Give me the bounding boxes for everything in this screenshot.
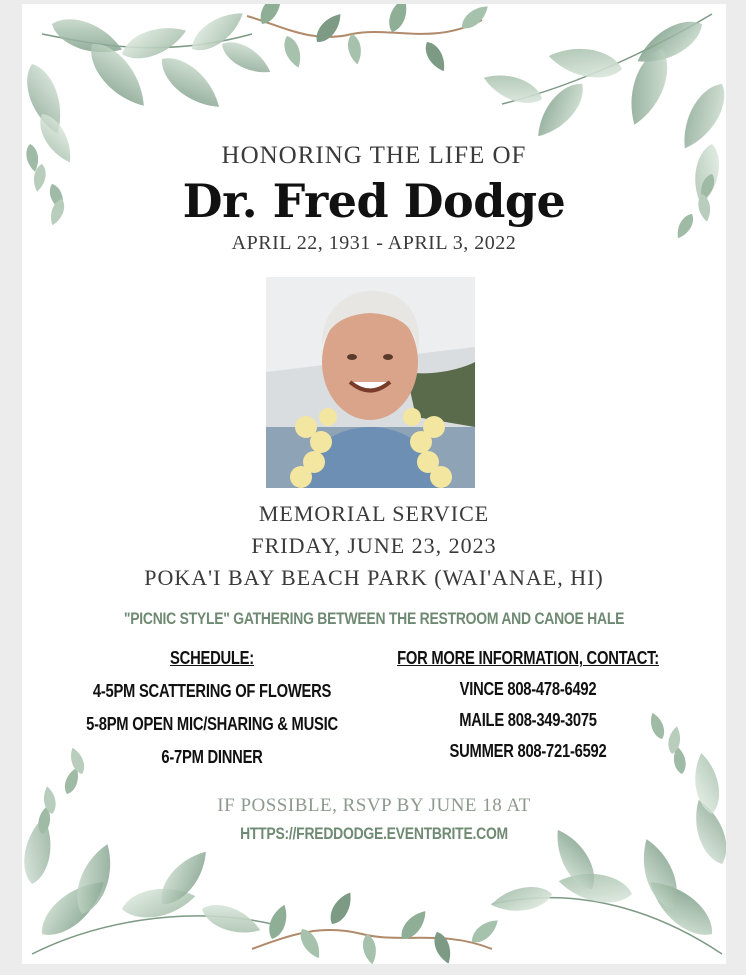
memorial-flyer [22, 4, 726, 964]
rsvp-text: IF POSSIBLE, RSVP BY JUNE 18 AT [217, 795, 531, 816]
schedule-heading: SCHEDULE: [170, 648, 254, 668]
rsvp-link[interactable]: HTTPS://FREDDODGE.EVENTBRITE.COM [240, 824, 508, 843]
top-center-branch-icon [247, 4, 492, 74]
contact-section [397, 648, 659, 762]
contact-heading: FOR MORE INFORMATION, CONTACT: [397, 648, 659, 668]
bottom-center-branch-icon [252, 889, 502, 964]
schedule-item: 6-7PM DINNER [161, 747, 263, 767]
bottom-left-leaves-icon [22, 746, 272, 954]
schedule-section [81, 648, 343, 768]
schedule-item: 5-8PM OPEN MIC/SHARING & MUSIC [86, 714, 338, 734]
service-date: FRIDAY, JUNE 23, 2023 [251, 533, 497, 558]
honoring-subtitle: HONORING THE LIFE OF [221, 142, 527, 169]
schedule-item: 4-5PM SCATTERING OF FLOWERS [92, 681, 332, 701]
life-dates: APRIL 22, 1931 - APRIL 3, 2022 [231, 232, 517, 254]
picnic-note: "PICNIC STYLE" GATHERING BETWEEN THE RESTROOM AND CANOE HALE [123, 609, 625, 628]
contact-item: VINCE 808-478-6492 [459, 679, 597, 699]
contact-item: SUMMER 808-721-6592 [449, 741, 607, 761]
service-title: MEMORIAL SERVICE [258, 501, 490, 526]
portrait-icon [266, 277, 475, 488]
portrait-photo [266, 277, 475, 488]
service-location: POKA'I BAY BEACH PARK (WAI'ANAE, HI) [144, 565, 604, 590]
contact-item: MAILE 808-349-3075 [459, 710, 597, 730]
honoree-name: Dr. Fred Dodge [182, 174, 566, 228]
